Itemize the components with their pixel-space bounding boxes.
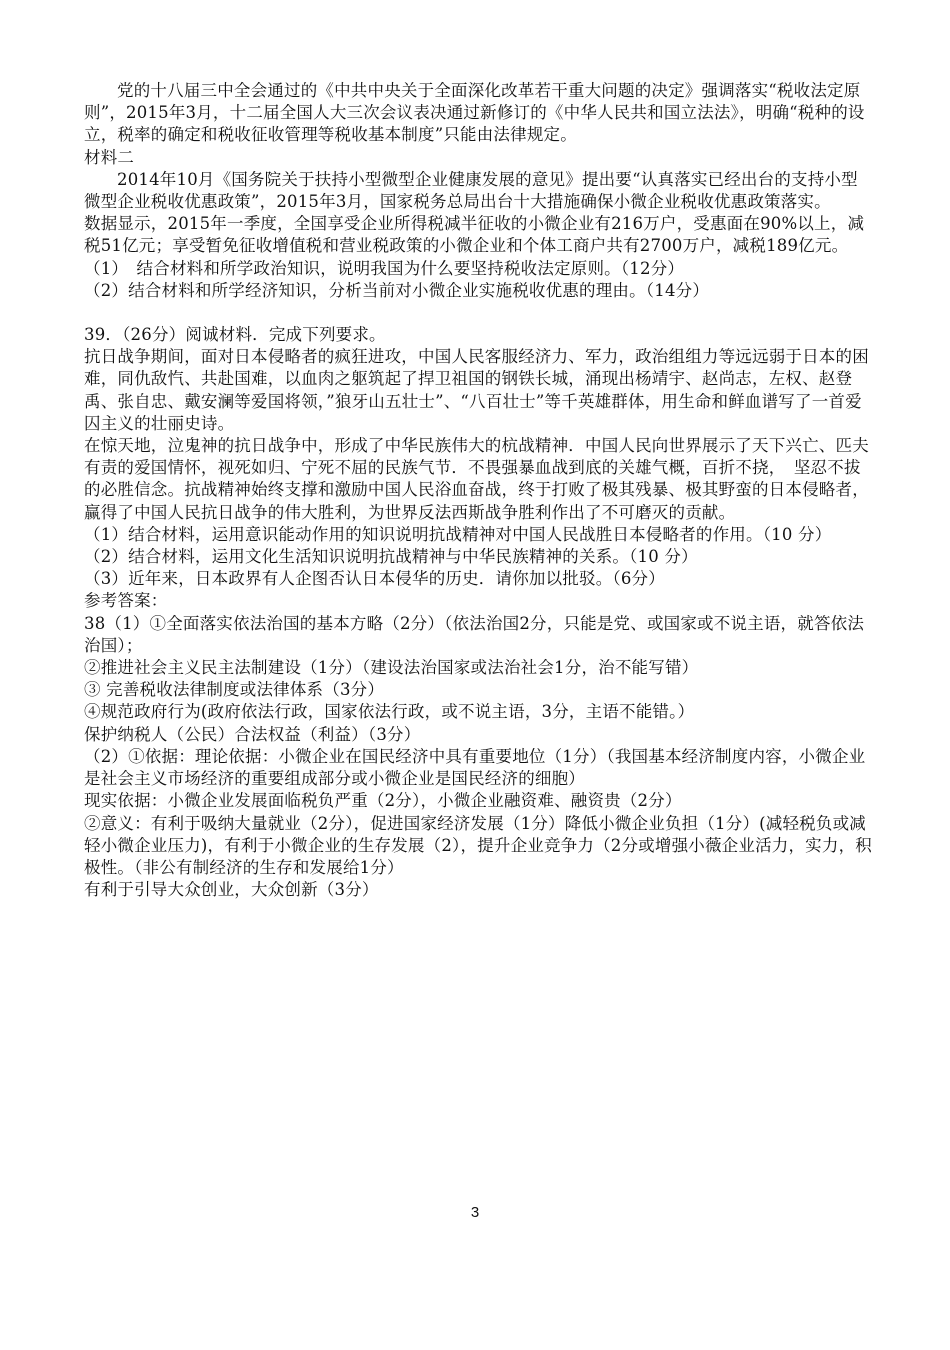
page-number: 3 <box>470 1204 480 1221</box>
material1-paragraph: 党的十八届三中全会通过的《中共中央关于全面深化改革若干重大问题的决定》强调落实“税收法定原则”，2015年3月，十二届全国人大三次会议表决通过新修订的《中华人民共和国立法法》，明确“税种的设立，税率的确定和税收征收管理等税收基本制度”只能由法律规定。 <box>84 81 865 145</box>
question-38-2: （2）结合材料和所学经济知识，分析当前对小微企业实施税收优惠的理由。（14分） <box>84 280 710 300</box>
material2-heading: 材料二 <box>84 147 135 167</box>
question-38-1: （1） 结合材料和所学政治知识，说明我国为什么要坚持税收法定原则。（12分） <box>84 258 685 278</box>
answer-38-1-a: 38（1）①全面落实依法治国的基本方略（2分）（依法治国2分，只能是党、或国家或不说主语，就答依法治国）； <box>84 613 865 655</box>
answer-38-1-d: ④规范政府行为(政府依法行政，国家依法行政，或不说主语，3分，主语不能错。） <box>84 702 695 722</box>
answer-38-1-e: 保护纳税人（公民）合法权益（利益）（3分） <box>84 724 421 744</box>
material2-paragraph-2: 数据显示，2015年一季度，全国享受企业所得税减半征收的小微企业有216万户，受惠面在90%以上，减税51亿元；享受暂免征收增值税和营业税政策的小微企业和个体工商户共有2700万户，减税189亿元。 <box>84 214 865 256</box>
answer-38-1-b: ②推进社会主义民主法制建设（1分）（建设法治国家或法治社会1分，治不能写错） <box>84 658 699 678</box>
answer-38-2-b: 现实依据：小微企业发展面临税负严重（2分），小微企业融资难、融资贵（2分） <box>84 791 682 811</box>
section-spacer <box>84 302 874 324</box>
document-body <box>84 80 874 901</box>
question-39-paragraph-1: 抗日战争期间，面对日本侵略者的疯狂进攻，中国人民客服经济力、军力，政治组组力等远远弱于日本的困难，同仇敌忾、共赴国难，以血肉之躯筑起了捍卫祖国的钢铁长城，涌现出杨靖宇、赵尚志，左权、赵登禹、张自忠、戴安澜等爱国将领，”狼牙山五壮士”、“八百壮士”等千英雄群体，用生命和鲜血谱写了一首爱囚主义的壮丽史诗。 <box>84 347 869 433</box>
question-39-1: （1）结合材料，运用意识能动作用的知识说明抗战精神对中国人民战胜日本侵略者的作用。（10 分） <box>84 524 832 544</box>
question-39-paragraph-2: 在惊天地，泣鬼神的抗日战争中，形成了中华民族伟大的杭战精神．中国人民向世界展示了天下兴亡、匹夫有责的爱国情怀，视死如归、宁死不屈的民族气节．不畏强暴血战到底的关雄气概，百折不挠， 坚忍不拔的必胜信念。抗战精神始终支撑和激励中国人民浴血奋战，终于打败了极其残暴、极其野蛮的日本侵略者，赢得了中国人民抗日战争的伟大胜利，为世界反法西斯战争胜利作出了不可磨灭的贡献。 <box>84 436 869 522</box>
answer-38-1-c: ③ 完善税收法律制度或法律体系（3分） <box>84 680 385 700</box>
answer-38-2-d: 有利于引导大众创业，大众创新（3分） <box>84 880 379 900</box>
answer-38-2-a: （2）①依据：理论依据：小微企业在国民经济中具有重要地位（1分）（我国基本经济制度内容，小微企业是社会主义市场经济的重要组成部分或小微企业是国民经济的细胞） <box>84 746 866 789</box>
material2-paragraph-1: 2014年10月《国务院关于扶持小型微型企业健康发展的意见》提出要“认真落实已经出台的支持小型微型企业税收优惠政策”，2015年3月，国家税务总局出台十大措施确保小微企业税收优惠政策落实。 <box>84 169 858 212</box>
answer-38-2-c: ②意义：有利于吸纳大量就业（2分），促进国家经济发展（1分）降低小微企业负担（1分）(减轻税负或减轻小微企业压力)，有利于小微企业的生存发展（2），提升企业竞争力（2分或增强小薇企业活力，实力，积极性。（非公有制经济的生存和发展给1分） <box>84 813 872 877</box>
question-39-2: （2）结合材料，运用文化生活知识说明抗战精神与中华民族精神的关系。（10 分） <box>84 547 698 567</box>
question-39-heading: 39．（26分）阅诚材料．完成下列要求。 <box>84 325 386 345</box>
answers-heading: 参考答案： <box>84 591 168 611</box>
question-39-3: （3）近年来，日本政界有人企图否认日本侵华的历史．请你加以批驳。（6分） <box>84 569 665 589</box>
